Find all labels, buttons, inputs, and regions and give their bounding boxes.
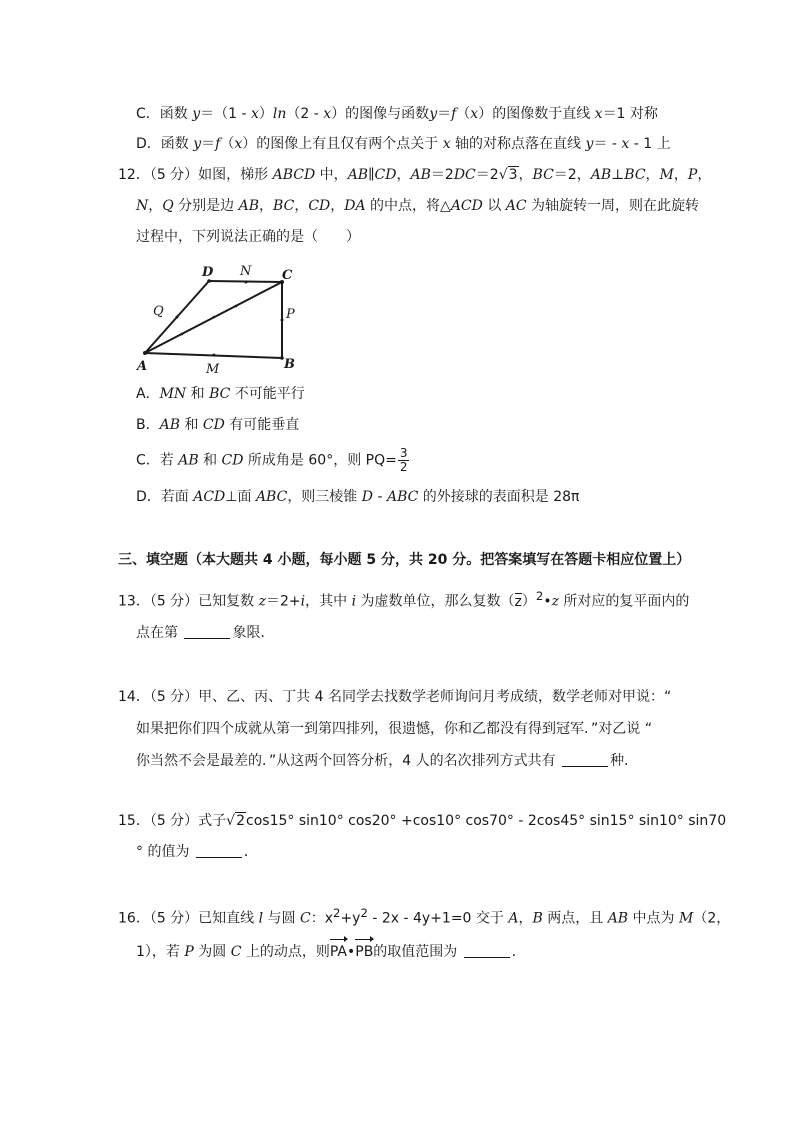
q11-option-c: C．函数 y＝（1 - x）ln（2 - x）的图像与函数y＝f（x）的图像数于直线 x＝1 对称 bbox=[136, 106, 658, 122]
section-3-heading: 三、填空题（本大题共 4 小题，每小题 5 分，共 20 分。把答案填写在答题卡相应位置上） bbox=[118, 552, 691, 568]
point-mid-1 bbox=[181, 333, 184, 336]
label-d: D bbox=[202, 265, 214, 280]
q12-stem-line-2: N，Q 分别是边 AB，BC，CD，DA 的中点，将△ACD 以 AC 为轴旋转一周，则在此旋转 bbox=[136, 198, 700, 214]
q14-stem-line-3: 你当然不会是最差的．”从这两个回答分析，4 人的名次排列方式共有 种． bbox=[136, 753, 639, 769]
sqrt-symbol: √2 bbox=[226, 813, 246, 829]
point-mid-2 bbox=[213, 316, 216, 319]
point-a bbox=[143, 351, 147, 355]
vector-pa: PA bbox=[329, 944, 347, 960]
q15-stem-line-1: 15．（5 分）式子√2cos15° sin10° cos20° +cos10° cos70° - 2cos45° sin15° sin10° sin70 bbox=[118, 813, 727, 829]
q14-stem-line-2: 如果把你们四个成就从第一到第四排列，很遗憾，你和乙都没有得到冠军．”对乙说 “ bbox=[136, 721, 652, 737]
point-q bbox=[176, 316, 179, 319]
label-a: A bbox=[137, 359, 148, 374]
q14-stem-line-1: 14．（5 分）甲、乙、丙、丁共 4 名同学去找数学老师询问月考成绩，数学老师对甲说：“ bbox=[118, 689, 672, 705]
trapezoid-figure bbox=[136, 262, 306, 378]
q12-stem-line-3: 过程中，下列说法正确的是（ ） bbox=[136, 229, 360, 245]
label-q: Q bbox=[153, 304, 164, 319]
fraction: $\frac{3}{2}$ bbox=[399, 446, 408, 474]
q13-stem-line-1: 13．（5 分）已知复数 z＝2+i，其中 i 为虚数单位，那么复数$(z)^2•z$ 所对应的复平面内的 bbox=[118, 589, 690, 610]
label-m: M bbox=[206, 362, 220, 377]
q11-option-d: D．函数 y＝f（x）的图像上有且仅有两个点关于 x 轴的对称点落在直线 y＝ - x - 1 上 bbox=[136, 136, 671, 152]
label-p: P bbox=[286, 307, 295, 322]
label-b: B bbox=[284, 357, 295, 372]
q16-stem-line-1: 16．（5 分）已知直线 l 与圆 C：$x^2+y^2 - 2x - 4y+1=0$ 交于 A，B 两点，且 AB 中点为 M（2， bbox=[118, 906, 731, 927]
answer-blank[interactable] bbox=[184, 624, 230, 639]
point-mid-3 bbox=[235, 305, 238, 308]
answer-blank[interactable] bbox=[196, 843, 242, 858]
vector-pb: PB bbox=[355, 944, 374, 960]
point-n bbox=[245, 281, 248, 284]
q12-option-a: A．MN 和 BC 不可能平行 bbox=[136, 386, 305, 402]
answer-blank[interactable] bbox=[562, 752, 608, 767]
sqrt-symbol: √3 bbox=[498, 167, 518, 183]
answer-blank[interactable] bbox=[464, 943, 510, 958]
q16-stem-line-2: 1），若 P 为圆 C 上的动点，则PA•PB的取值范围为 ． bbox=[136, 944, 526, 960]
label-n: N bbox=[240, 264, 252, 279]
q15-stem-line-2: ° 的值为 ． bbox=[136, 844, 258, 860]
q12-stem-line-1: 12．（5 分）如图，梯形 ABCD 中，AB∥CD，AB＝2DC＝2√3，BC＝2，AB⊥BC，M，P， bbox=[118, 167, 712, 183]
point-p bbox=[281, 319, 284, 322]
q12-option-d: D．若面 ACD⊥面 ABC，则三棱锥 D - ABC 的外接球的表面积是 28π bbox=[136, 489, 580, 505]
point-m bbox=[213, 354, 216, 357]
q12-option-b: B．AB 和 CD 有可能垂直 bbox=[136, 417, 300, 433]
q13-stem-line-2: 点在第 象限． bbox=[136, 625, 275, 641]
q12-option-c: C．若 AB 和 CD 所成角是 60°，则 PQ= $\frac{3}{2}$ bbox=[136, 446, 408, 474]
label-c: C bbox=[282, 268, 293, 283]
